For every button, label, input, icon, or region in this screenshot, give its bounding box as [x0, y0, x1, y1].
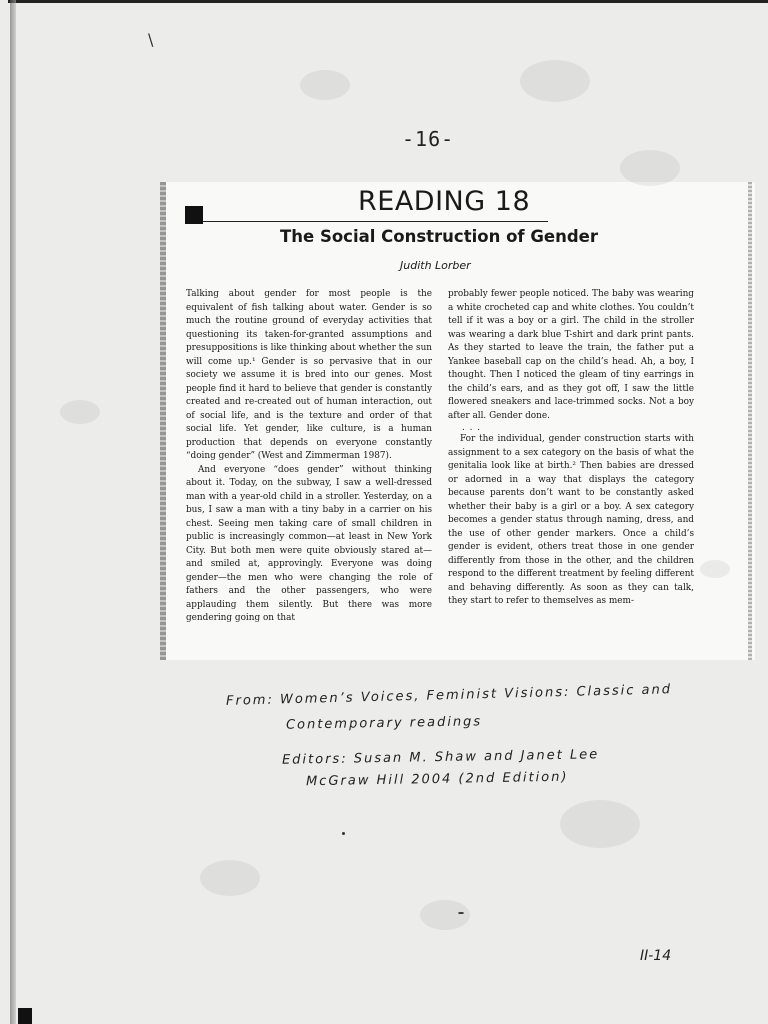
handwritten-roman-page-number: II-14 — [640, 948, 672, 964]
scan-shadow-left — [160, 182, 166, 660]
paragraph: And everyone “does gender” without thinking about it. Today, on the subway, I saw a well-dressed man with a year-old child in a stroller. Yesterday, on a bus, I saw a man with a tiny baby in a carrier on his chest. Seeing men taking care of small children in public is increasingly common—at least in New York City. But both men were quite obviously stared at—and smiled at, approvingly. Everyone was doing gender—the men who were changing the role of fathers and the other passengers, who were applauding them silently. But there was more gendering going on that — [186, 464, 432, 623]
scan-speckle — [200, 860, 260, 896]
handwritten-note-line: Contemporary readings — [285, 714, 483, 733]
reading-square-icon — [185, 206, 203, 224]
scan-speckle — [620, 150, 680, 186]
bottom-corner-mark — [18, 1008, 32, 1024]
article-author: Judith Lorber — [400, 259, 471, 272]
section-break: . . . — [462, 423, 482, 433]
heading-rule — [203, 221, 548, 222]
handwritten-note-line: From: Women’s Voices, Feminist Visions: Classic and — [225, 682, 673, 709]
scan-speckle — [60, 400, 100, 424]
left-column — [186, 288, 432, 626]
paragraph: Talking about gender for most people is the equivalent of fish talking about water. Gender is so much the routine ground of everyday activities that questioning its taken-for-granted assumptions and presuppositions is like thinking about whether the sun will come up.¹ Gender is so pervasive that in our society we assume it is bred into our genes. Most people find it hard to believe that gender is constantly created and re-created out of human interaction, out of social life, and is the texture and order of that social life. Yet gender, like culture, is a human production that depends on everyone constantly “doing gender” (West and Zimmerman 1987). — [186, 289, 432, 461]
paragraph: probably fewer people noticed. The baby was wearing a white crocheted cap and white clothes. You couldn’t tell if it was a boy or a girl. The child in the stroller was wearing a dark blue T-shirt and dark print pants. As they started to leave the train, the father put a Yankee baseball cap on the child’s head. Ah, a boy, I thought. Then I noticed the gleam of tiny earrings in the child’s ears, and as they got off, I saw the little flowered sneakers and lace-trimmed socks. Not a boy after all. Gender done. — [448, 289, 694, 421]
corner-mark: \ — [148, 30, 154, 49]
scan-speckle — [700, 560, 730, 578]
paragraph: For the individual, gender construction starts with assignment to a sex category on the basis of what the genitalia look like at birth.² Then babies are dressed or adorned in a way that displays the category because parents don’t want to be constantly asked whether their baby is a girl or a boy. A sex category becomes a gender status through naming, dress, and the use of other gender markers. Once a child’s gender is evident, others treat those in one gender differently from those in the other, and the children respond to the different treatment by feeling different and behaving differently. As soon as they can talk, they start to refer to themselves as mem- — [448, 434, 694, 606]
handwritten-note-line: McGraw Hill 2004 (2nd Edition) — [305, 769, 569, 790]
scan-speckle — [300, 70, 350, 100]
reading-number: 18 — [494, 186, 531, 217]
scan-speckle — [560, 800, 640, 848]
page-left-edge — [10, 0, 16, 1024]
page-top-edge — [8, 0, 768, 3]
scan-speckle — [520, 60, 590, 102]
scan-shadow-right — [748, 182, 752, 660]
scan-dot — [342, 832, 345, 835]
scan-speckle — [420, 900, 470, 930]
handwritten-note-line: Editors: Susan M. Shaw and Janet Lee — [281, 747, 600, 768]
right-column — [448, 288, 694, 609]
article-title: The Social Construction of Gender — [280, 227, 598, 246]
reading-heading — [358, 186, 530, 217]
handwritten-page-number: -16- — [402, 127, 455, 151]
reading-label: READING — [358, 186, 486, 217]
